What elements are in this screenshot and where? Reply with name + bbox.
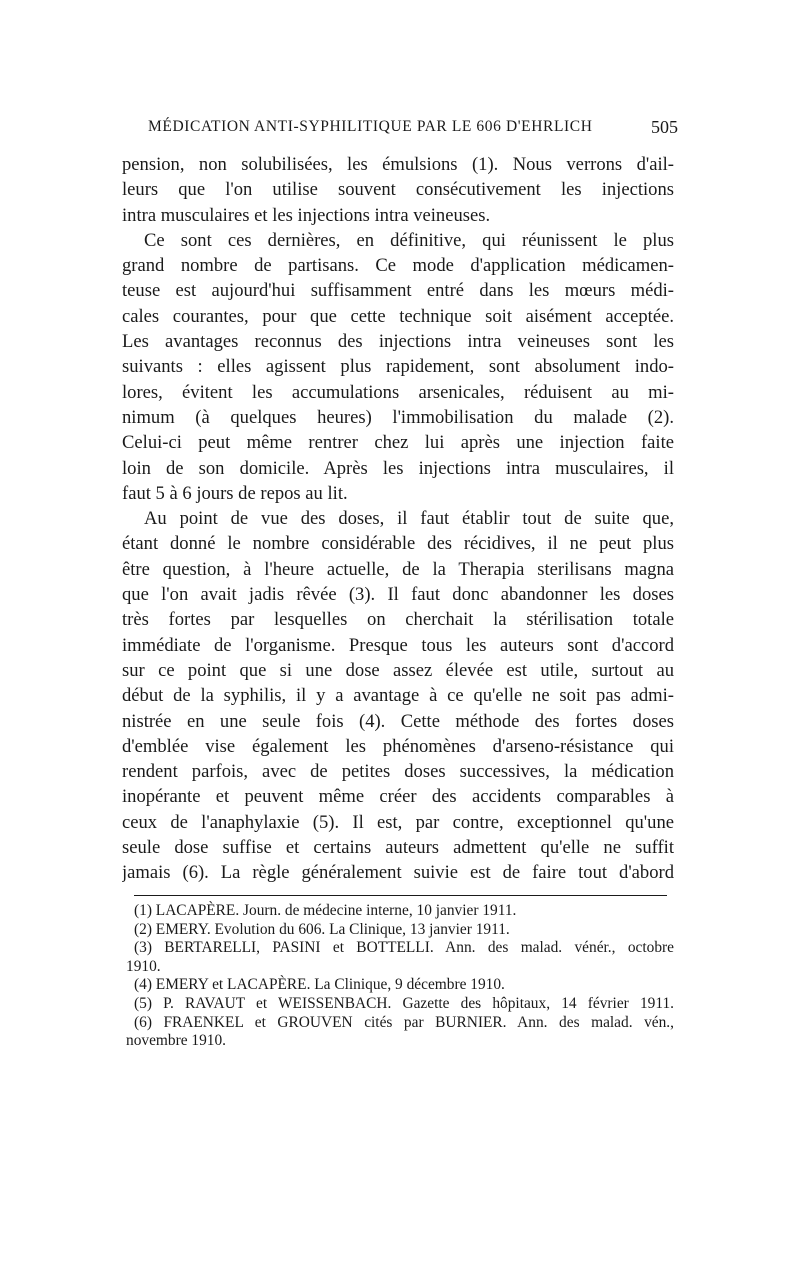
body-line: cales courantes, pour que cette technique soit aisément acceptée.	[122, 305, 674, 327]
footnote-line: (6) FRAENKEL et GROUVEN cités par BURNIER. Ann. des malad. vén.,	[134, 1013, 674, 1031]
body-line: nistrée en une seule fois (4). Cette méthode des fortes doses	[122, 710, 674, 732]
body-line: Au point de vue des doses, il faut établir tout de suite que,	[144, 508, 674, 530]
body-line: lores, évitent les accumulations arsenicales, réduisent au mi-	[122, 381, 674, 403]
body-line: loin de son domicile. Après les injections intra musculaires, il	[122, 457, 674, 479]
footnotes	[122, 902, 674, 1051]
body-line: Ce sont ces dernières, en définitive, qui réunissent le plus	[144, 229, 674, 251]
footnote-line: (4) EMERY et LACAPÈRE. La Clinique, 9 décembre 1910.	[134, 976, 505, 994]
footnote-line: (3) BERTARELLI, PASINI et BOTTELLI. Ann. des malad. vénér., octobre	[134, 939, 674, 957]
body-line: sur ce point que si une dose assez élevée est utile, surtout au	[122, 659, 674, 681]
body-line: d'emblée vise également les phénomènes d'arseno-résistance qui	[122, 735, 674, 757]
body-line: faut 5 à 6 jours de repos au lit.	[122, 482, 348, 504]
body-line: Celui-ci peut même rentrer chez lui après une injection faite	[122, 432, 674, 454]
body-line: suivants : elles agissent plus rapidement, sont absolument indo-	[122, 356, 674, 378]
body-line: rendent parfois, avec de petites doses successives, la médication	[122, 761, 674, 783]
body-line: très fortes par lesquelles on cherchait la stérilisation totale	[122, 609, 674, 631]
body-line: que l'on avait jadis rêvée (3). Il faut donc abandonner les doses	[122, 584, 674, 606]
body-line: teuse est aujourd'hui suffisamment entré dans les mœurs médi-	[122, 280, 674, 302]
running-head: MÉDICATION ANTI-SYPHILITIQUE PAR LE 606 D'EHRLICH	[148, 118, 593, 135]
page-number: 505	[651, 117, 678, 137]
body-line: leurs que l'on utilise souvent consécutivement les injections	[122, 179, 674, 201]
footnote-line: (1) LACAPÈRE. Journ. de médecine interne, 10 janvier 1911.	[134, 902, 517, 919]
page-header	[148, 118, 678, 142]
body-line: début de la syphilis, il y a avantage à ce qu'elle ne soit pas admi-	[122, 685, 674, 707]
body-line: grand nombre de partisans. Ce mode d'application médicamen-	[122, 255, 674, 277]
footnote-rule	[134, 895, 667, 896]
body-line: Les avantages reconnus des injections intra veineuses sont les	[122, 331, 674, 353]
footnote-line: 1910.	[126, 957, 161, 975]
body-line: étant donné le nombre considérable des récidives, il ne peut plus	[122, 533, 674, 555]
footnote-line: (5) P. RAVAUT et WEISSENBACH. Gazette des hôpitaux, 14 février 1911.	[134, 994, 674, 1012]
body-line: être question, à l'heure actuelle, de la Therapia sterilisans magna	[122, 558, 674, 580]
body-line: jamais (6). La règle généralement suivie est de faire tout d'abord	[122, 862, 674, 884]
body-line: inopérante et peuvent même créer des accidents comparables à	[122, 786, 674, 808]
body-line: nimum (à quelques heures) l'immobilisation du malade (2).	[122, 406, 674, 428]
body-line: seule dose suffise et certains auteurs admettent qu'elle ne suffit	[122, 837, 674, 859]
body-text	[122, 152, 674, 886]
footnote-line: (2) EMERY. Evolution du 606. La Clinique, 13 janvier 1911.	[134, 920, 510, 938]
body-line: intra musculaires et les injections intra veineuses.	[122, 204, 491, 226]
body-line: pension, non solubilisées, les émulsions (1). Nous verrons d'ail-	[122, 154, 674, 175]
body-line: immédiate de l'organisme. Presque tous les auteurs sont d'accord	[122, 634, 674, 656]
footnote-line: novembre 1910.	[126, 1032, 227, 1050]
body-line: ceux de l'anaphylaxie (5). Il est, par contre, exceptionnel qu'une	[122, 811, 674, 833]
